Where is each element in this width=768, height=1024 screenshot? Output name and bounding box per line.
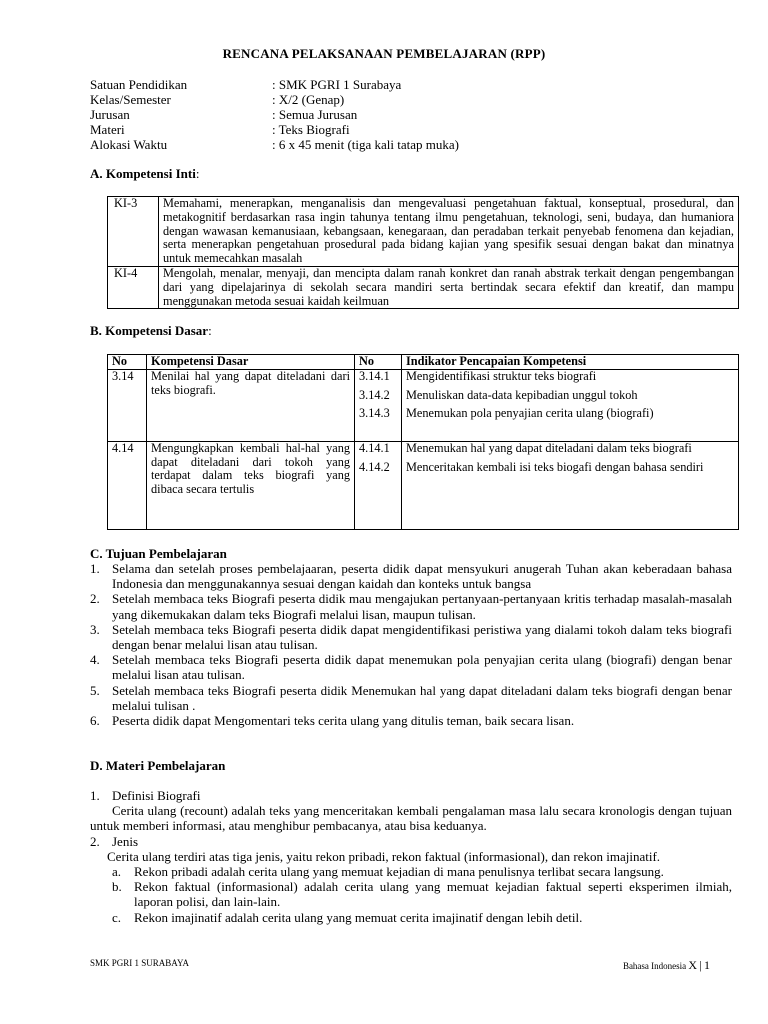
materi-paragraph: Cerita ulang (recount) adalah teks yang menceritakan kembali pengalaman masa lalu secara kronologis dengan tujuan untuk memberi informasi, atau menghibur pembacanya, atau bisa keduanya. — [90, 803, 732, 834]
info-value: : Semua Jurusan — [272, 107, 358, 122]
indicator-text-cell — [402, 369, 739, 441]
indicator-text: Mengidentifikasi struktur teks biografi — [406, 368, 597, 383]
table-row — [108, 441, 739, 529]
list-text: Setelah membaca teks Biografi peserta didik dapat mengidentifikasi peristiwa yang dialami tokoh dalam teks biografi dengan benar melalui lisan atau tulisan. — [112, 621, 732, 653]
list-number: 6. — [90, 713, 100, 729]
list-number: 1. — [90, 788, 100, 803]
header-no-indikator: No — [355, 355, 402, 370]
sub-list-text: Rekon faktual (informasional) adalah cerita ulang yang memuat kejadian faktual seperti eksperimen ilmiah, laporan polisi, dan lain-lain. — [134, 879, 732, 910]
header-kompetensi-dasar: Kompetensi Dasar — [147, 355, 355, 370]
sub-list-item — [112, 864, 732, 879]
kompetensi-dasar-table — [107, 354, 739, 530]
table-row — [108, 266, 739, 308]
table-row — [108, 197, 739, 267]
indicator-text: Menemukan hal yang dapat diteladani dalam teks biografi — [406, 440, 692, 455]
info-value: : SMK PGRI 1 Surabaya — [272, 77, 402, 92]
list-number: 2. — [90, 833, 100, 849]
kd-text: Mengungkapkan kembali hal-hal yang dapat diteladani dari tokoh yang terdapat dalam teks biografi yang dibaca secara tertulis — [147, 441, 355, 529]
materi-paragraph: Cerita ulang terdiri atas tiga jenis, yaitu rekon pribadi, rekon faktual (informasional), dan rekon imajinatif. — [107, 848, 661, 864]
kd-text: Menilai hal yang dapat diteladani dari teks biografi. — [147, 369, 355, 441]
info-label: Kelas/Semester — [90, 92, 171, 107]
sub-list-item — [112, 879, 732, 909]
sub-list-text: Rekon imajinatif adalah cerita ulang yang memuat cerita imajinatif dengan lebih detil. — [134, 909, 583, 925]
indicator-no: 4.14.1 — [359, 440, 390, 455]
footer-class: X — [688, 958, 698, 972]
indicator-no: 4.14.2 — [359, 459, 390, 474]
sub-list-letter: a. — [112, 864, 122, 880]
ki-text: Mengolah, menalar, menyaji, dan mencipta dalam ranah konkret dan ranah abstrak terkait dengan pengembangan dari yang dipelajarinya di sekolah secara mandiri serta bertindak secara efektif dan kreatif, dan mampu menggunakan metoda sesuai kaidah keilmuan — [159, 266, 739, 308]
list-number: 1. — [90, 561, 100, 576]
section-d-heading: D. Materi Pembelajaran — [90, 758, 226, 773]
indicator-no: 3.14.3 — [359, 406, 390, 421]
list-item — [90, 652, 732, 682]
info-label: Jurusan — [90, 107, 130, 122]
list-item — [90, 591, 732, 621]
section-b-heading: B. Kompetensi Dasar: — [90, 323, 212, 338]
kompetensi-inti-table — [107, 196, 739, 309]
list-item — [90, 561, 732, 591]
section-a-heading: A. Kompetensi Inti: — [90, 166, 200, 181]
tujuan-list — [90, 561, 732, 728]
materi-block — [90, 788, 732, 925]
section-c-heading: C. Tujuan Pembelajaran — [90, 546, 227, 561]
ki-text: Memahami, menerapkan, menganalisis dan mengevaluasi pengetahuan faktual, konseptual, prosedural, dan metakognitif berdasarkan rasa ingin tahunya tentang ilmu pengetahuan, teknologi, seni, budaya, dan humaniora dengan wawasan kemanusiaan, kebangsaan, kenegaraan, dan peradaban terkait penyebab fenomena dan kejadian, serta menerapkan pengetahuan prosedural pada bidang kajian yang spesifik sesuai dengan bakat dan minatnya untuk memecahkan masalah — [159, 197, 739, 267]
sub-list-text: Rekon pribadi adalah cerita ulang yang memuat kejadian di mana penulisnya terlibat secara langsung. — [134, 864, 664, 880]
list-number: 5. — [90, 682, 100, 698]
ki-code: KI-4 — [108, 266, 159, 308]
list-item — [90, 622, 732, 652]
list-text: Setelah membaca teks Biografi peserta didik mau mengajukan pertanyaan-pertanyaan kritis terhadap masalah-masalah yang dikemukakan dalam teks Biografi melalui lisan, maupun tulisan. — [112, 591, 732, 622]
info-value: : 6 x 45 menit (tiga kali tatap muka) — [272, 137, 460, 152]
list-text: Jenis — [112, 833, 138, 849]
list-text: Setelah membaca teks Biografi peserta didik dapat menemukan pola penyajian cerita ulang (biografi) dengan benar melalui lisan atau tulisan. — [112, 652, 732, 683]
info-value: : Teks Biografi — [272, 122, 350, 137]
indicator-no-cell — [355, 441, 402, 529]
footer-right — [623, 958, 710, 973]
list-number: 3. — [90, 621, 100, 637]
footer-left: SMK PGRI 1 SURABAYA — [90, 958, 189, 968]
list-number: 2. — [90, 591, 100, 607]
footer-subject: Bahasa Indonesia — [622, 961, 687, 971]
list-text: Peserta didik dapat Mengomentari teks cerita ulang yang ditulis teman, baik secara lisan. — [112, 713, 575, 729]
indicator-text: Menemukan pola penyajian cerita ulang (biografi) — [406, 406, 654, 421]
info-label: Satuan Pendidikan — [90, 77, 188, 92]
info-label: Alokasi Waktu — [90, 137, 168, 152]
list-item — [90, 683, 732, 713]
list-item — [90, 713, 732, 728]
document-title: RENCANA PELAKSANAAN PEMBELAJARAN (RPP) — [222, 46, 546, 61]
info-label: Materi — [90, 122, 125, 137]
footer-separator: | — [699, 958, 702, 972]
indicator-text: Menceritakan kembali isi teks biogafi dengan bahasa sendiri — [406, 459, 704, 474]
table-header-row — [108, 355, 739, 370]
sub-list-letter: b. — [112, 879, 122, 895]
list-item — [90, 788, 732, 803]
list-text: Selama dan setelah proses pembelajaaran, peserta didik dapat mensyukuri anugerah Tuhan akan keberadaan bahasa Indonesia dan menggunakannya sesuai dengan kaidah dan konteks untuk bangsa — [112, 561, 732, 592]
indicator-no-cell — [355, 369, 402, 441]
sub-list-item — [112, 910, 732, 925]
header-indikator: Indikator Pencapaian Kompetensi — [402, 355, 739, 370]
kd-no: 3.14 — [108, 369, 147, 441]
list-text: Setelah membaca teks Biografi peserta didik Menemukan hal yang dapat diteladani dalam teks biografi dengan benar melalui tulisan . — [112, 682, 732, 713]
ki-code: KI-3 — [108, 197, 159, 267]
indicator-no: 3.14.2 — [359, 387, 390, 402]
info-value: : X/2 (Genap) — [272, 92, 345, 107]
table-row — [108, 369, 739, 441]
indicator-text-cell — [402, 441, 739, 529]
list-text: Definisi Biografi — [112, 788, 201, 803]
indicator-no: 3.14.1 — [359, 368, 390, 383]
kd-no: 4.14 — [108, 441, 147, 529]
sub-list-letter: c. — [112, 909, 122, 925]
header-no: No — [108, 355, 147, 370]
indicator-text: Menuliskan data-data kepibadian unggul tokoh — [406, 387, 638, 402]
sub-list — [90, 864, 732, 925]
list-number: 4. — [90, 652, 100, 668]
page-number: 1 — [704, 958, 710, 972]
list-item — [90, 834, 732, 849]
